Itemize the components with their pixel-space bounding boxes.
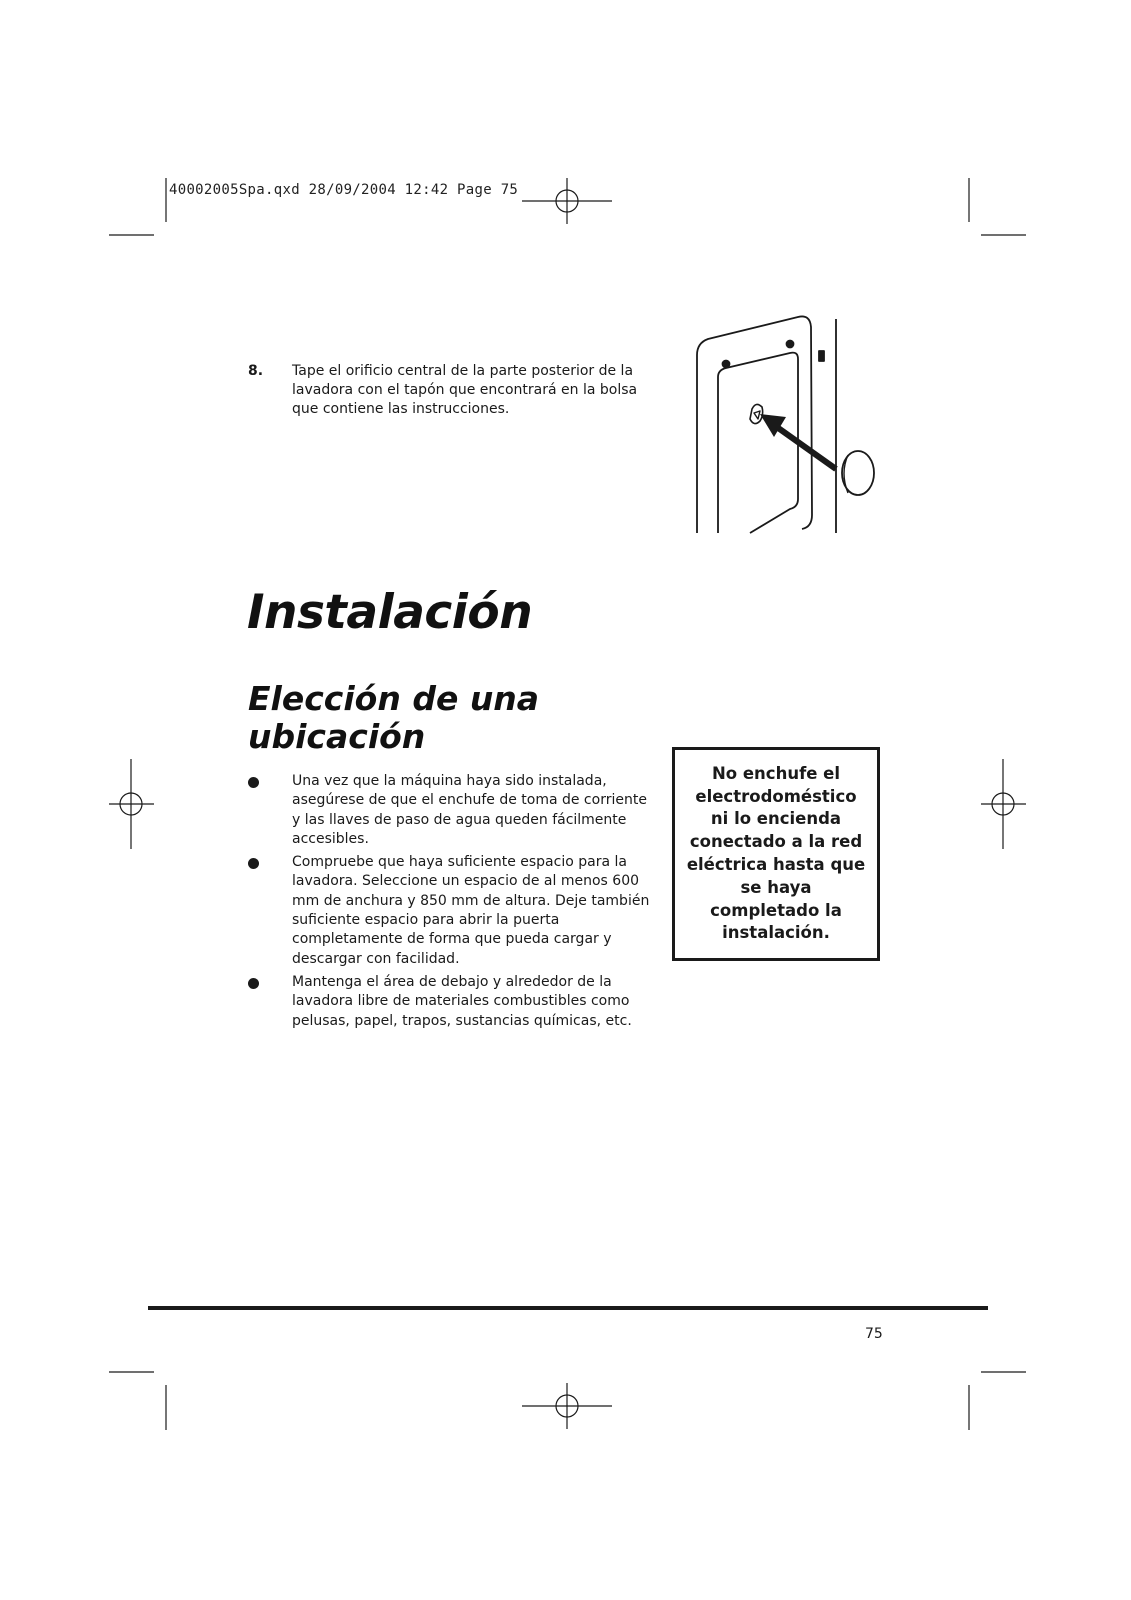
step-number: 8.: [248, 363, 264, 379]
warning-text: No enchufe el electrodoméstico ni lo encienda conectado a la red eléctrica hasta que se haya completado la instalación.: [686, 763, 866, 943]
footer-rule: [148, 1306, 988, 1310]
bullet-icon: [248, 777, 259, 788]
list-item: [248, 853, 658, 969]
list-item: [248, 973, 658, 1031]
step-text: Tape el orificio central de la parte posterior de la lavadora con el tapón que encontrará en la bolsa que contiene las instrucciones.: [292, 363, 638, 417]
washing-machine-back-plug-illustration: [690, 315, 890, 535]
print-slug: 40002005Spa.qxd 28/09/2004 12:42 Page 75: [169, 182, 519, 198]
list-item-text: Una vez que la máquina haya sido instalada, asegúrese de que el enchufe de toma de corriente y las llaves de paso de agua queden fácilmente accesibles.: [292, 773, 647, 847]
list-item: [248, 772, 658, 849]
bullet-icon: [248, 858, 259, 869]
page-title: Instalación: [247, 585, 533, 640]
section-title: Elección de una ubicación: [248, 679, 540, 756]
list-item-text: Mantenga el área de debajo y alrededor de la lavadora libre de materiales combustibles como pelusas, papel, trapos, sustancias químicas, etc.: [292, 973, 632, 1029]
bullet-icon: [248, 978, 259, 989]
list-item-text: Compruebe que haya suficiente espacio para la lavadora. Seleccione un espacio de al menos 600 mm de anchura y 850 mm de altura. Deje también suficiente espacio para abrir la puerta completamente de forma que pueda cargar y descargar con facilidad.: [292, 854, 650, 967]
page-number: 75: [865, 1326, 883, 1342]
warning-box: [672, 747, 880, 961]
location-bullets: [248, 772, 658, 1035]
